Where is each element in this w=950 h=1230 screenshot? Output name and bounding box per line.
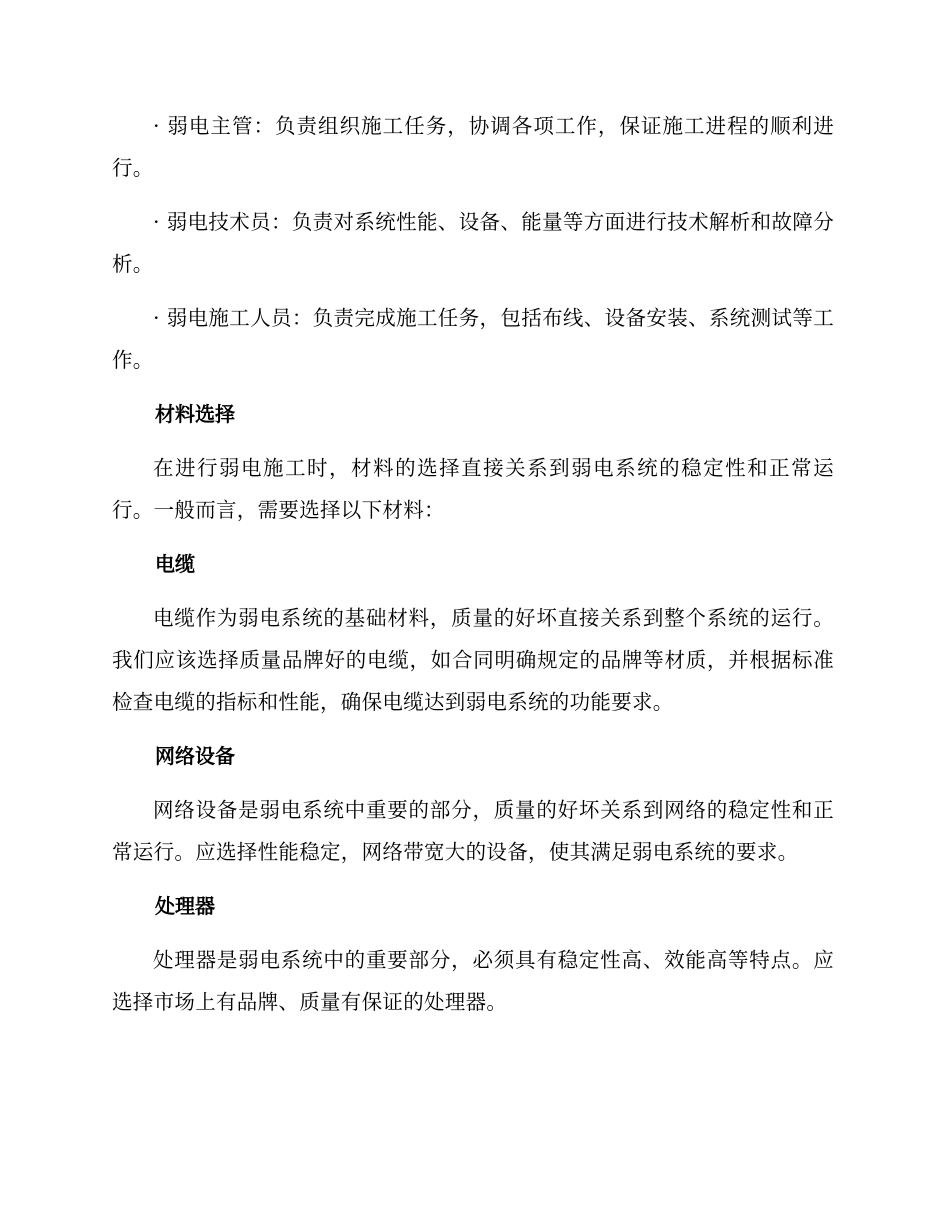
heading-materials: 材料选择 [155,402,235,426]
bullet-weak-current-supervisor: · 弱电主管：负责组织施工任务，协调各项工作，保证施工进程的顺利进行。 [112,114,834,180]
paragraph-cable: 电缆作为弱电系统的基础材料，质量的好坏直接关系到整个系统的运行。我们应该选择质量品牌好的电缆，如合同明确规定的品牌等材质，并根据标准检查电缆的指标和性能，确保电缆达到弱电系统的功能要求。 [112,606,834,714]
bullet-weak-current-construction-staff: · 弱电施工人员：负责完成施工任务，包括布线、设备安装、系统测试等工作。 [112,306,834,372]
paragraph-network-equipment: 网络设备是弱电系统中重要的部分，质量的好坏关系到网络的稳定性和正常运行。应选择性能稳定，网络带宽大的设备，使其满足弱电系统的要求。 [112,798,834,864]
heading-cable: 电缆 [155,552,195,576]
paragraph-materials: 在进行弱电施工时，材料的选择直接关系到弱电系统的稳定性和正常运行。一般而言，需要选择以下材料： [112,456,834,522]
paragraph-processor: 处理器是弱电系统中的重要部分，必须具有稳定性高、效能高等特点。应选择市场上有品牌、质量有保证的处理器。 [112,948,834,1014]
heading-network-equipment: 网络设备 [155,744,235,768]
bullet-weak-current-technician: · 弱电技术员：负责对系统性能、设备、能量等方面进行技术解析和故障分析。 [112,210,834,276]
heading-processor: 处理器 [155,894,215,918]
